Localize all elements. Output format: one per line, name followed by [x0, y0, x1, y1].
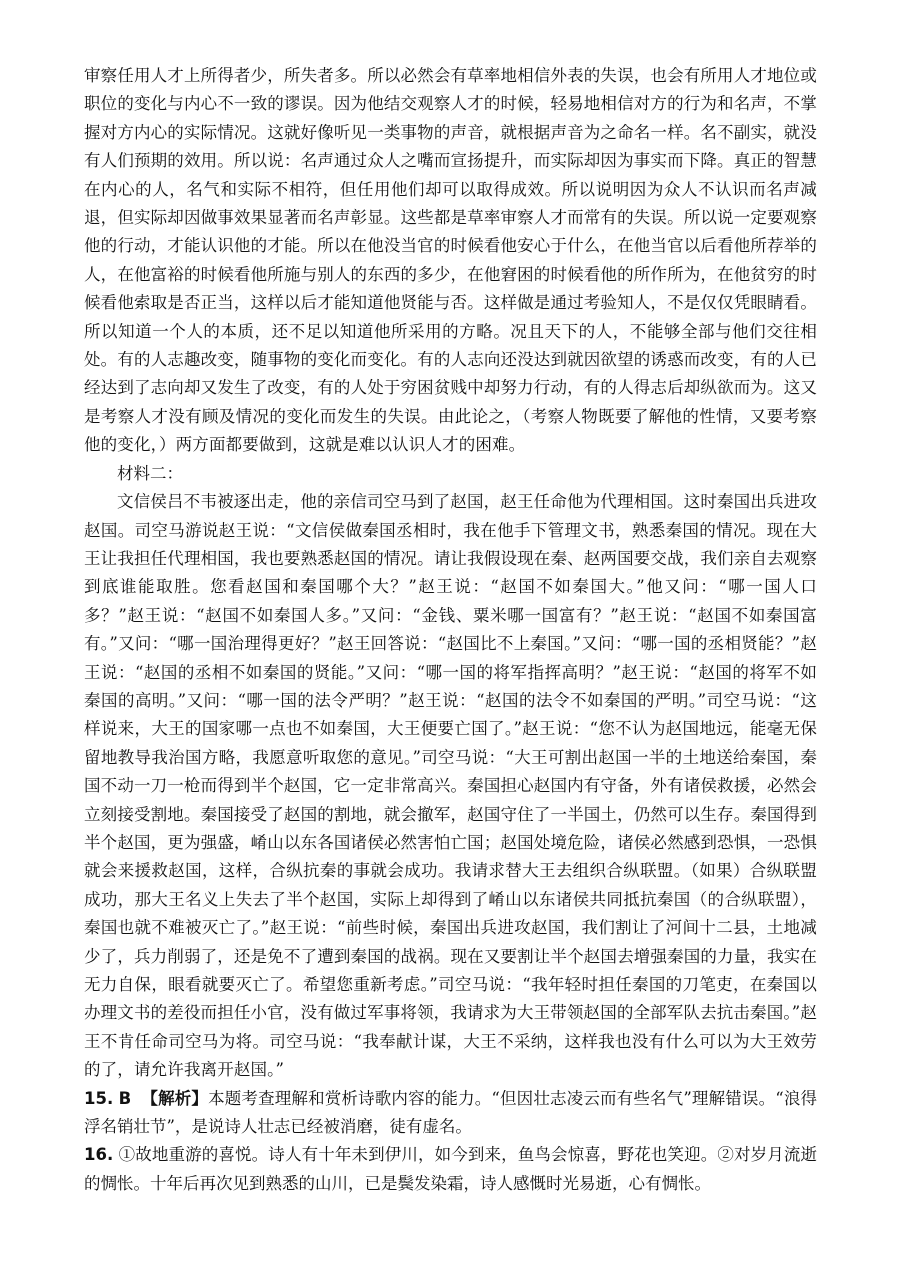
answer-16-text: ①故地重游的喜悦。诗人有十年未到伊川，如今到来，鱼鸟会惊喜，野花也笑迎。②对岁月流逝的惆怅。十年后再次见到熟悉的山川，已是鬓发染霜，诗人感慨时光易逝，心有惆怅。 [84, 1145, 818, 1193]
answer-16 [84, 1141, 817, 1198]
question-number: 16. [84, 1145, 114, 1165]
answer-15 [84, 1085, 817, 1142]
analysis-tag: 【解析】 [141, 1088, 209, 1108]
material-two-paragraph: 文信侯吕不韦被逐出走，他的亲信司空马到了赵国，赵王任命他为代理相国。这时秦国出兵进攻赵国。司空马游说赵王说：“文信侯做秦国丞相时，我在他手下管理文书，熟悉秦国的情况。现在大王让我担任代理相国，我也要熟悉赵国的情况。请让我假设现在秦、赵两国要交战，我们亲自去观察到底谁能取胜。您看赵国和秦国哪个大？”赵王说：“赵国不如秦国大。”他又问：“哪一国人口多？”赵王说：“赵国不如秦国人多。”又问：“金钱、粟米哪一国富有？”赵王说：“赵国不如秦国富有。”又问：“哪一国治理得更好？”赵王回答说：“赵国比不上秦国。”又问：“哪一国的丞相贤能？”赵王说：“赵国的丞相不如秦国的贤能。”又问：“哪一国的将军指挥高明？”赵王说：“赵国的将军不如秦国的高明。”又问：“哪一国的法令严明？”赵王说：“赵国的法令不如秦国的严明。”司空马说：“这样说来，大王的国家哪一点也不如秦国，大王便要亡国了。”赵王说：“您不认为赵国地远，能毫无保留地教导我治国方略，我愿意听取您的意见。”司空马说：“大王可割出赵国一半的土地送给秦国，秦国不动一刀一枪而得到半个赵国，它一定非常高兴。秦国担心赵国内有守备，外有诸侯救援，必然会立刻接受割地。秦国接受了赵国的割地，就会撤军，赵国守住了一半国土，仍然可以生存。秦国得到半个赵国，更为强盛，崤山以东各国诸侯必然害怕亡国；赵国处境危险，诸侯必然感到恐惧，一恐惧就会来援救赵国，这样，合纵抗秦的事就会成功。我请求替大王去组织合纵联盟。（如果）合纵联盟成功，那大王名义上失去了半个赵国，实际上却得到了崤山以东诸侯共同抵抗秦国（的合纵联盟），秦国也就不难被灭亡了。”赵王说：“前些时候，秦国出兵进攻赵国，我们割让了河间十二县，土地减少了，兵力削弱了，还是免不了遭到秦国的战祸。现在又要割让半个赵国去增强秦国的力量，我实在无力自保，眼看就要灭亡了。希望您重新考虑。”司空马说：“我年轻时担任秦国的刀笔吏，在秦国以办理文书的差役而担任小官，没有做过军事将领，我请求为大王带领赵国的全部军队去抗击秦国。”赵王不肯任命司空马为将。司空马说：“我奉献计谋，大王不采纳，这样我也没有什么可以为大王效劳的了，请允许我离开赵国。” [84, 492, 817, 1080]
document-page [84, 62, 817, 1198]
answer-15-text: 本题考查理解和赏析诗歌内容的能力。“但因壮志凌云而有些名气”理解错误。“浪得浮名销壮节”，是说诗人壮志已经被消磨，徒有虚名。 [84, 1088, 818, 1137]
answer-choice: B [118, 1088, 132, 1108]
material-one-paragraph: 审察任用人才上所得者少，所失者多。所以必然会有草率地相信外表的失误，也会有所用人才地位或职位的变化与内心不一致的谬误。因为他结交观察人才的时候，轻易地相信对方的行为和名声，不掌握对方内心的实际情况。这就好像听见一类事物的声音，就根据声音为之命名一样。名不副实，就没有人们预期的效用。所以说：名声通过众人之嘴而宣扬提升，而实际却因为事实而下降。真正的智慧在内心的人，名气和实际不相符，但任用他们却可以取得成效。所以说明因为众人不认识而名声减退，但实际却因做事效果显著而名声彰显。这些都是草率审察人才而常有的失误。所以说一定要观察他的行动，才能认识他的才能。所以在他没当官的时候看他安心于什么，在他当官以后看他所荐举的人，在他富裕的时候看他所施与别人的东西的多少，在他窘困的时候看他的所作所为，在他贫穷的时候看他索取是否正当，这样以后才能知道他贤能与否。这样做是通过考验知人，不是仅仅凭眼睛看。所以知道一个人的本质，还不足以知道他所采用的方略。况且天下的人，不能够全部与他们交往相处。有的人志趣改变，随事物的变化而变化。有的人志向还没达到就因欲望的诱惑而改变，有的人已经达到了志向却又发生了改变，有的人处于穷困贫贱中却努力行动，有的人得志后却纵欲而为。这又是考察人才没有顾及情况的变化而发生的失误。由此论之，（考察人物既要了解他的性情，又要考察他的变化，）两方面都要做到，这就是难以认识人才的困难。 [84, 66, 817, 455]
material-two-heading: 材料二： [117, 463, 183, 483]
question-number: 15. [84, 1088, 114, 1108]
